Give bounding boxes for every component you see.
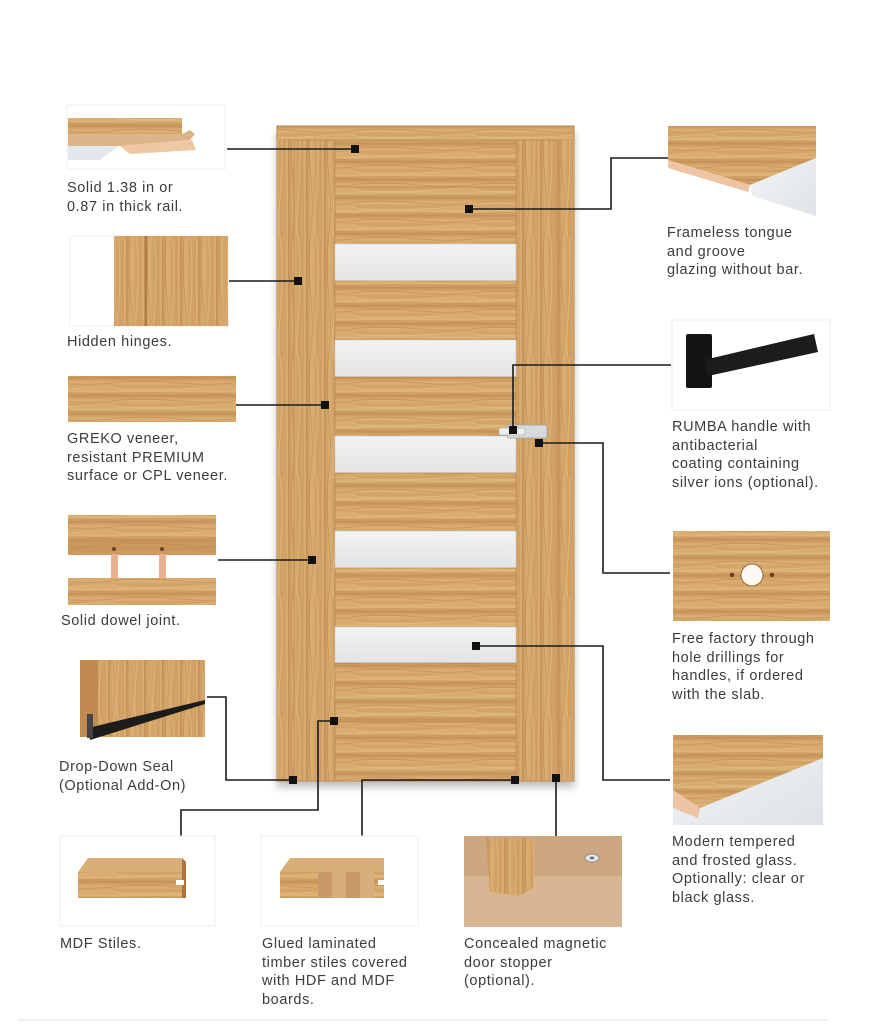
veneer-thumbnail [68, 376, 236, 422]
glass-5 [335, 627, 516, 663]
rail-4 [335, 377, 516, 436]
rail-7 [335, 663, 516, 722]
seal-thumbnail [80, 660, 205, 740]
rail-6 [335, 568, 516, 627]
leader-laminated [362, 780, 515, 836]
stopper-thumbnail [464, 836, 622, 927]
caption-rail: Solid 1.38 in or 0.87 in thick rail. [67, 180, 184, 215]
caption-dowel: Solid dowel joint. [61, 613, 181, 629]
left-stile [294, 140, 335, 781]
caption-mdf-stiles: MDF Stiles. [60, 936, 142, 952]
caption-glass: Modern tempered and frosted glass. Optionally: clear or black glass. [672, 834, 805, 906]
door-frame-right [557, 140, 574, 781]
caption-veneer: GREKO veneer, resistant PREMIUM surface or CPL veneer. [67, 431, 228, 484]
right-stile [516, 140, 557, 781]
dowel-thumbnail [68, 515, 216, 605]
rail-thumbnail [67, 105, 225, 169]
glazing-thumbnail [668, 126, 816, 216]
laminated-stiles-thumbnail [261, 836, 418, 926]
door [277, 126, 574, 781]
glass-1 [335, 244, 516, 281]
caption-seal: Drop-Down Seal (Optional Add-On) [59, 759, 187, 794]
rail-2 [335, 187, 516, 244]
magnet-stopper-icon [585, 854, 599, 862]
mdf-stiles-thumbnail [60, 836, 215, 926]
door-frame-top [277, 126, 574, 140]
handle-thumbnail [672, 320, 830, 410]
bottom-rail [335, 722, 516, 781]
glass-3 [335, 436, 516, 473]
top-rail [335, 140, 516, 187]
rail-5 [335, 473, 516, 531]
glass-thumbnail [673, 735, 823, 825]
caption-drilling: Free factory through hole drillings for handles, if ordered with the slab. [672, 631, 815, 703]
caption-stopper: Concealed magnetic door stopper (optional). [464, 936, 607, 989]
caption-laminated-stiles: Glued laminated timber stiles covered with HDF and MDF boards. [262, 936, 408, 1008]
hinges-thumbnail [70, 236, 228, 326]
caption-hinges: Hidden hinges. [67, 334, 173, 350]
rail-3 [335, 281, 516, 340]
caption-handle: RUMBA handle with antibacterial coating containing silver ions (optional). [672, 419, 819, 491]
drilling-thumbnail [673, 531, 830, 621]
caption-glazing: Frameless tongue and groove glazing without bar. [667, 225, 804, 278]
glass-2 [335, 340, 516, 377]
door-frame-left [277, 140, 294, 781]
glass-4 [335, 531, 516, 568]
